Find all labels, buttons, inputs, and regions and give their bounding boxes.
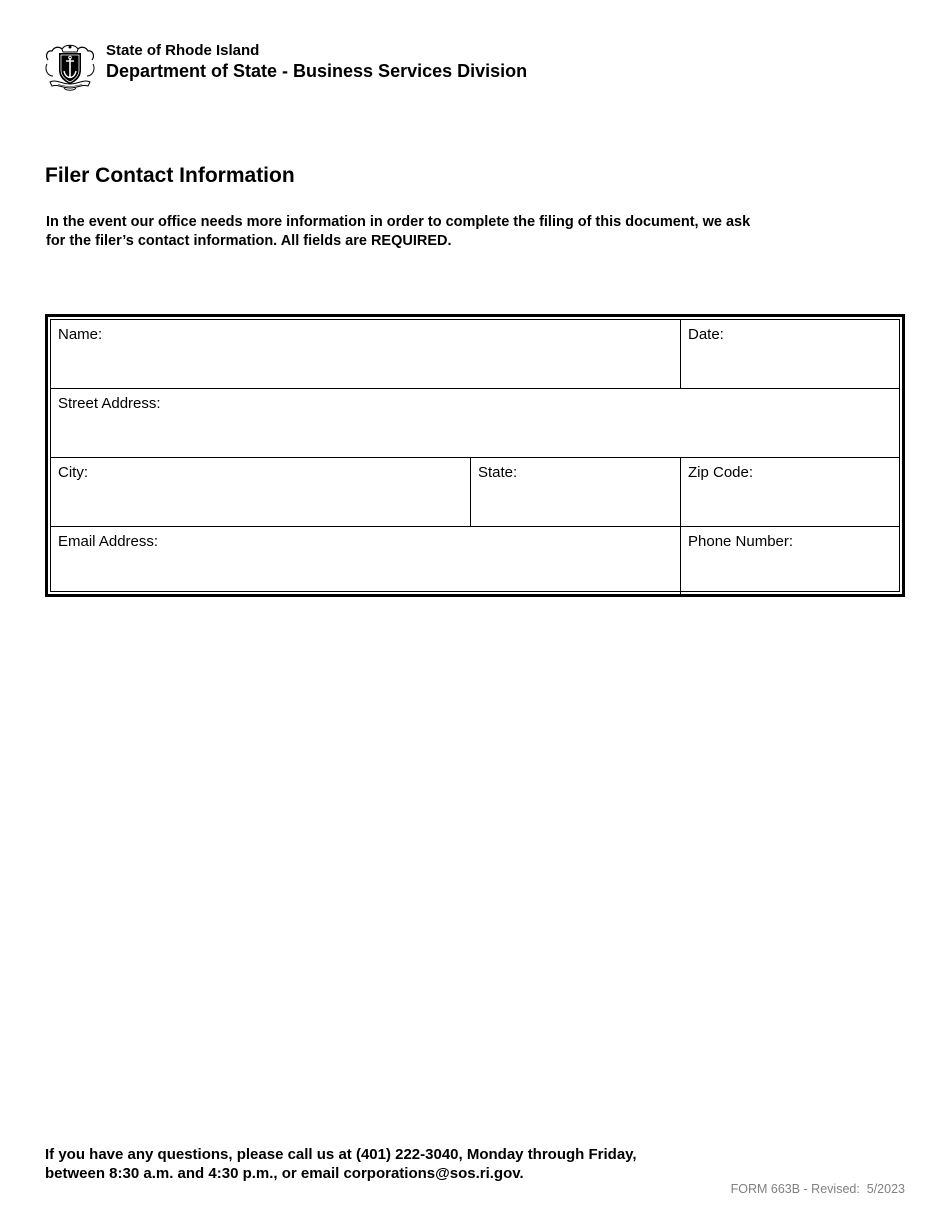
street-address-field[interactable] xyxy=(51,389,899,457)
form-row-street xyxy=(51,389,899,458)
email-address-field[interactable] xyxy=(51,527,680,595)
state-seal-icon xyxy=(44,42,96,92)
intro-line-1: In the event our office needs more information in order to complete the filing of this document, we ask xyxy=(46,214,751,230)
city-field[interactable] xyxy=(51,458,470,526)
intro-line-2: for the filer’s contact information. All fields are REQUIRED. xyxy=(46,233,452,249)
intro-text xyxy=(46,213,826,251)
date-label: Date: xyxy=(688,326,724,343)
phone-number-field[interactable] xyxy=(680,527,899,595)
footer-line-1: If you have any questions, please call us at (401) 222-3040, Monday through Friday, xyxy=(45,1146,637,1163)
phone-number-label: Phone Number: xyxy=(688,533,794,550)
name-field[interactable] xyxy=(51,320,680,388)
email-address-label: Email Address: xyxy=(58,533,159,550)
zip-code-field[interactable] xyxy=(680,458,899,526)
form-row-city-state-zip xyxy=(51,458,899,527)
form-number: FORM 663B - Revised: 5/2023 xyxy=(730,1182,905,1196)
zip-code-label: Zip Code: xyxy=(688,464,754,481)
page-title: Filer Contact Information xyxy=(45,164,295,187)
footer-line-2: between 8:30 a.m. and 4:30 p.m., or email corporations@sos.ri.gov. xyxy=(45,1165,524,1182)
form-row-email-phone xyxy=(51,527,899,595)
footer-contact-text xyxy=(45,1145,725,1183)
state-field[interactable] xyxy=(470,458,680,526)
page-header xyxy=(44,42,644,94)
contact-form-table xyxy=(45,314,905,597)
name-label: Name: xyxy=(58,326,103,343)
state-name: State of Rhode Island xyxy=(106,42,260,59)
form-row-name-date xyxy=(51,320,899,389)
city-label: City: xyxy=(58,464,88,481)
state-label: State: xyxy=(478,464,518,481)
contact-form-inner xyxy=(50,319,900,592)
street-address-label: Street Address: xyxy=(58,395,161,412)
department-name: Department of State - Business Services Division xyxy=(106,61,528,81)
date-field[interactable] xyxy=(680,320,899,388)
